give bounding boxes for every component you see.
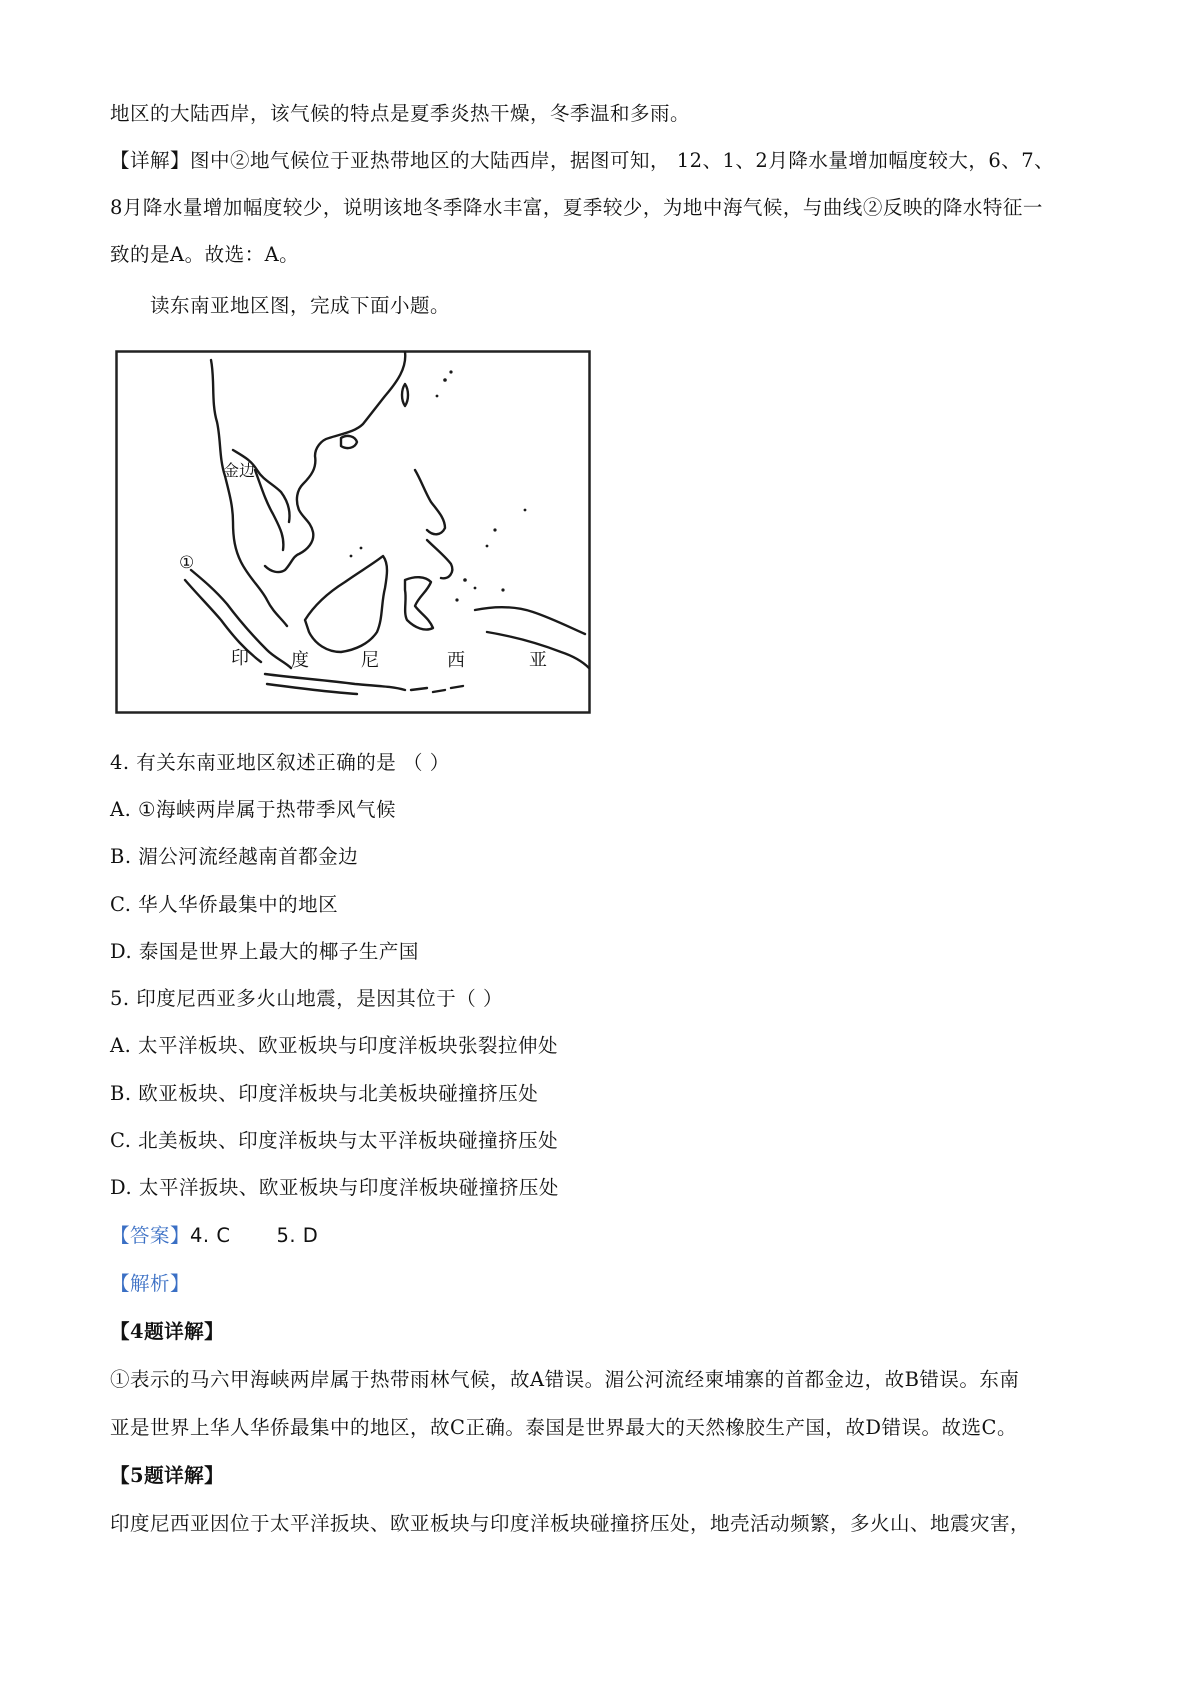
map-ocean-label-3: 尼	[361, 650, 379, 671]
question-5-option-b: B. 欧亚板块、印度洋板块与北美板块碰撞挤压处	[110, 1082, 539, 1105]
jinbian-label: 金边	[223, 461, 256, 480]
map-intro: 读东南亚地区图，完成下面小题。	[150, 294, 451, 317]
map-ocean-label-1: 印	[231, 648, 249, 669]
q4-detail-line-1: ①表示的马六甲海峡两岸属于热带雨林气候，故A错误。湄公河流经柬埔寨的首都金边，故B错误。东南	[110, 1368, 1020, 1391]
map-ocean-label-4: 西	[447, 650, 465, 671]
detail-paragraph-line-3: 致的是A。故选：A。	[110, 243, 300, 266]
question-4-option-b: B. 湄公河流经越南首都金边	[110, 845, 359, 868]
answer-5: 5. D	[276, 1224, 319, 1247]
southeast-asia-map	[115, 350, 591, 714]
q4-detail-heading: 【4题详解】	[110, 1320, 225, 1343]
question-5-stem: 5. 印度尼西亚多火山地震，是因其位于（ ）	[110, 987, 504, 1010]
map-ocean-label-2: 度	[291, 650, 309, 671]
question-4-stem: 4. 有关东南亚地区叙述正确的是 （ ）	[110, 751, 450, 774]
strait-marker-label: ①	[179, 553, 195, 573]
answer-label: 【答案】	[110, 1224, 191, 1247]
question-4-option-d: D. 泰国是世界上最大的椰子生产国	[110, 940, 419, 963]
question-4-option-a: A. ①海峡两岸属于热带季风气候	[110, 798, 396, 821]
q4-detail-line-2: 亚是世界上华人华侨最集中的地区，故C正确。泰国是世界最大的天然橡胶生产国，故D错误。故选C。	[110, 1416, 1017, 1439]
question-4-option-c: C. 华人华侨最集中的地区	[110, 893, 339, 916]
answer-4: 4. C	[190, 1224, 231, 1247]
question-5-option-a: A. 太平洋板块、欧亚板块与印度洋板块张裂拉伸处	[110, 1034, 558, 1057]
detail-paragraph-line-1: 【详解】图中②地气候位于亚热带地区的大陆西岸，据图可知， 12、1、2月降水量增加幅度较大，6、7、	[110, 149, 1055, 172]
map-ocean-label-5: 亚	[529, 650, 547, 671]
paragraph-text: 地区的大陆西岸，该气候的特点是夏季炎热干燥，冬季温和多雨。	[110, 102, 691, 125]
q5-detail-line-1: 印度尼西亚因位于太平洋扳块、欧亚板块与印度洋板块碰撞挤压处，地壳活动频繁，多火山、地震灾害，	[110, 1512, 1031, 1535]
detail-paragraph-line-2: 8月降水量增加幅度较少，说明该地冬季降水丰富，夏季较少，为地中海气候，与曲线②反映的降水特征一	[110, 196, 1043, 219]
question-5-option-c: C. 北美板块、印度洋板块与太平洋板块碰撞挤压处	[110, 1129, 559, 1152]
analysis-label: 【解析】	[110, 1272, 191, 1295]
question-5-option-d: D. 太平洋扳块、欧亚板块与印度洋板块碰撞挤压处	[110, 1176, 559, 1199]
answer-line	[110, 1222, 318, 1250]
q5-detail-heading: 【5题详解】	[110, 1464, 225, 1487]
